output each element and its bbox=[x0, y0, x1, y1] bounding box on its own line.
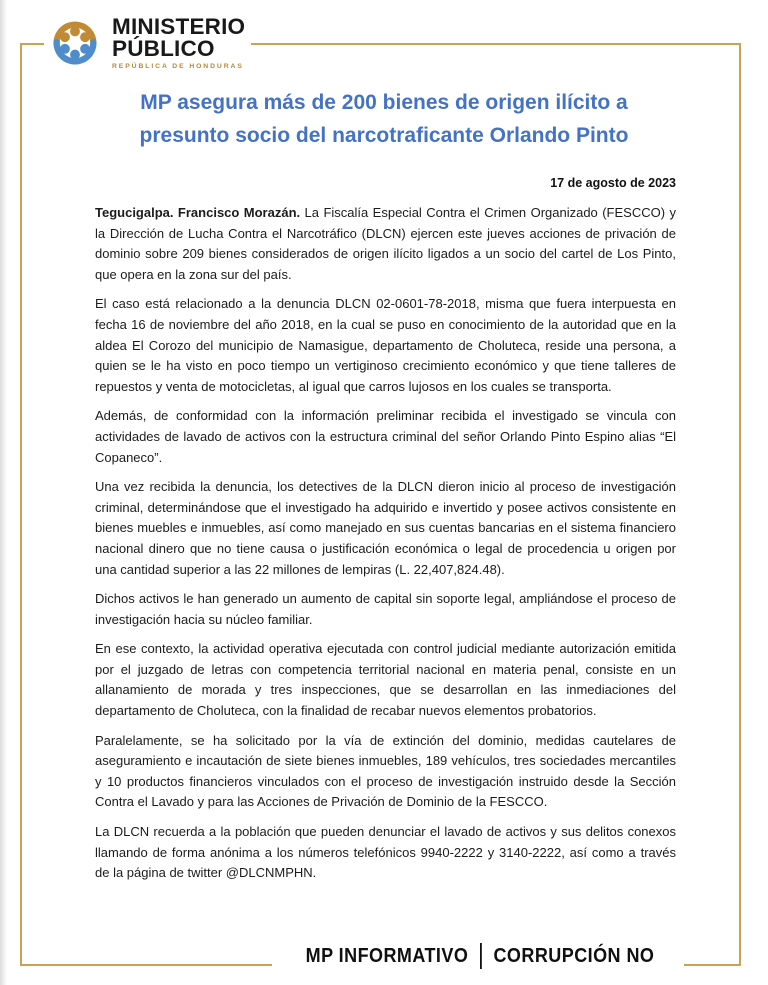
paragraph-text: El caso está relacionado a la denuncia DLCN 02-0601-78-2018, misma que fuera interpuesta en fecha 16 de noviembre del año 2018, en la cual se puso en conocimiento de la autoridad que en la aldea El Corozo del municipio de Namasigue, departamento de Choluteca, reside una persona, a quien se le ha visto en poco tiempo un vertiginoso crecimiento económico y que tiene talleres de repuestos y venta de motocicletas, al igual que carros lujosos en los cuales se transporta. bbox=[95, 296, 676, 394]
frame-top-line-left bbox=[20, 43, 45, 45]
paragraph bbox=[95, 406, 676, 468]
article-title-line1: MP asegura más de 200 bienes de origen ilícito a bbox=[140, 91, 628, 114]
frame-bottom-line-left bbox=[20, 964, 272, 966]
article-title-line2: presunto socio del narcotraficante Orlando Pinto bbox=[139, 124, 629, 147]
article-body bbox=[95, 203, 676, 884]
paragraph bbox=[95, 589, 676, 630]
frame-top-line-right bbox=[223, 43, 741, 45]
paragraph-text: Paralelamente, se ha solicitado por la vía de extinción del dominio, medidas cautelares de aseguramiento e incautación de siete bienes inmuebles, 189 vehículos, tres sociedades mercantiles y 10 productos financieros vinculados con el proceso de investigación instruido desde la Sección Contra el Lavado y para las Acciones de Privación de Dominio de la FESCCO. bbox=[95, 732, 676, 810]
paragraph-text: La DLCN recuerda a la población que pueden denunciar el lavado de activos y sus delitos conexos llamando de forma anónima a los números telefónicos 9940-2222 y 3140-2222, así como a través de la página de twitter @DLCNMPHN. bbox=[95, 824, 676, 881]
paragraph bbox=[95, 294, 676, 397]
article-title bbox=[60, 86, 708, 152]
footer-left-label: MP INFORMATIVO bbox=[305, 944, 469, 967]
paragraph-text: Además, de conformidad con la información preliminar recibida el investigado se vincula con actividades de lavado de activos con la estructura criminal del señor Orlando Pinto Espino alias “El Copaneco”. bbox=[95, 408, 676, 465]
frame-right-line bbox=[739, 43, 741, 966]
footer-right-label: CORRUPCIÓN NO bbox=[493, 944, 655, 967]
paragraph-text: Una vez recibida la denuncia, los detectives de la DLCN dieron inicio al proceso de investigación criminal, determinándose que el investigado ha adquirido e invertido y posee activos consistente en bienes muebles e inmuebles, así como manejado en sus cuentas bancarias en el sistema financiero nacional dinero que no tiene causa o justificación económica o legal de procedencia u origen por una cantidad superior a las 22 millones de lempiras (L. 22,407,824.48). bbox=[95, 479, 676, 577]
org-subtitle: REPÚBLICA DE HONDURAS bbox=[112, 63, 244, 70]
paragraph-text: Dichos activos le han generado un aumento de capital sin soporte legal, ampliándose el proceso de investigación hacia su núcleo familiar. bbox=[95, 591, 676, 627]
paragraph bbox=[95, 639, 676, 721]
footer-banner bbox=[305, 941, 656, 971]
paragraph-text: En ese contexto, la actividad operativa ejecutada con control judicial mediante autorización emitida por el juzgado de letras con competencia territorial nacional en materia penal, consiste en un allanamiento de morada y tres inspecciones, que se desarrollan en las inmediaciones del departamento de Choluteca, con la finalidad de recabar nuevos elementos probatorios. bbox=[95, 641, 676, 719]
page-edge-shadow bbox=[0, 0, 7, 985]
paragraph-lead: Tegucigalpa. Francisco Morazán. bbox=[95, 205, 301, 220]
article-date: 17 de agosto de 2023 bbox=[550, 176, 676, 190]
paragraph bbox=[95, 203, 676, 285]
circle-of-people-icon bbox=[46, 12, 104, 74]
frame-left-line bbox=[20, 43, 22, 966]
org-name-line2: PÚBLICO bbox=[112, 36, 215, 61]
paragraph bbox=[95, 822, 676, 884]
ministerio-publico-logo bbox=[44, 10, 251, 76]
paragraph-text: La Fiscalía Especial Contra el Crimen Organizado (FESCCO) y la Dirección de Lucha Contra el Narcotráfico (DLCN) ejercen este jueves acciones de privación de dominio sobre 209 bienes considerados de origen ilícito ligados a un socio del cartel de Los Pinto, que opera en la zona sur del país. bbox=[95, 205, 676, 282]
frame-bottom-line-right bbox=[684, 964, 741, 966]
org-name-line1: MINISTERIO bbox=[112, 14, 246, 39]
footer-separator-bar bbox=[480, 943, 482, 969]
paragraph bbox=[95, 731, 676, 813]
paragraph bbox=[95, 477, 676, 580]
